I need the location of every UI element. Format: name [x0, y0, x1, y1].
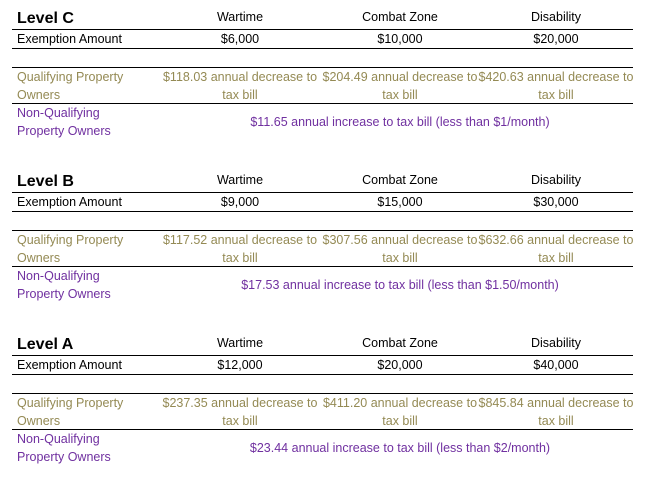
column-header-combat-zone: Combat Zone: [362, 10, 438, 24]
qualifying-owners-label: Qualifying Property Owners: [17, 70, 124, 102]
non-qualifying-impact: $11.65 annual increase to tax bill (less than $1/month): [250, 115, 550, 129]
non-qualifying-owners-label: Non-Qualifying Property Owners: [17, 269, 111, 301]
qualifying-wartime: $118.03 annual decrease to tax bill: [162, 70, 318, 102]
non-qualifying-impact: $23.44 annual increase to tax bill (less than $2/month): [249, 441, 551, 455]
column-header-combat-zone: Combat Zone: [362, 336, 438, 350]
level-c-section: [0, 8, 647, 158]
column-header-wartime: Wartime: [216, 173, 264, 187]
qualifying-disability: $632.66 annual decrease to tax bill: [478, 233, 634, 265]
divider: [12, 29, 633, 30]
qualifying-wartime: $117.52 annual decrease to tax bill: [162, 233, 318, 265]
exemption-disability: $40,000: [533, 358, 579, 372]
level-title: Level C: [17, 10, 74, 27]
exemption-wartime: $6,000: [220, 32, 260, 46]
qualifying-disability: $845.84 annual decrease to tax bill: [478, 396, 634, 428]
column-header-wartime: Wartime: [216, 336, 264, 350]
column-header-disability: Disability: [530, 173, 581, 187]
column-header-disability: Disability: [530, 336, 581, 350]
divider: [12, 211, 633, 212]
qualifying-combat-zone: $411.20 annual decrease to tax bill: [322, 396, 478, 428]
divider: [12, 374, 633, 375]
qualifying-owners-label: Qualifying Property Owners: [17, 233, 124, 265]
qualifying-wartime: $237.35 annual decrease to tax bill: [162, 396, 318, 428]
exemption-amount-label: Exemption Amount: [17, 32, 122, 46]
exemption-wartime: $9,000: [220, 195, 260, 209]
level-title: Level B: [17, 173, 74, 190]
exemption-wartime: $12,000: [217, 358, 263, 372]
exemption-combat-zone: $15,000: [377, 195, 423, 209]
qualifying-combat-zone: $307.56 annual decrease to tax bill: [322, 233, 478, 265]
divider: [12, 48, 633, 49]
qualifying-disability: $420.63 annual decrease to tax bill: [478, 70, 634, 102]
exemption-combat-zone: $10,000: [377, 32, 423, 46]
divider: [12, 192, 633, 193]
level-b-section: [0, 171, 647, 321]
column-header-combat-zone: Combat Zone: [362, 173, 438, 187]
column-header-disability: Disability: [530, 10, 581, 24]
exemption-disability: $20,000: [533, 32, 579, 46]
exemption-amount-label: Exemption Amount: [17, 358, 122, 372]
non-qualifying-impact: $17.53 annual increase to tax bill (less than $1.50/month): [241, 278, 559, 292]
column-header-wartime: Wartime: [216, 10, 264, 24]
exemption-amount-label: Exemption Amount: [17, 195, 122, 209]
level-title: Level A: [17, 336, 74, 353]
divider: [12, 355, 633, 356]
qualifying-owners-label: Qualifying Property Owners: [17, 396, 124, 428]
level-a-section: [0, 334, 647, 484]
non-qualifying-owners-label: Non-Qualifying Property Owners: [17, 432, 111, 464]
qualifying-combat-zone: $204.49 annual decrease to tax bill: [322, 70, 478, 102]
non-qualifying-owners-label: Non-Qualifying Property Owners: [17, 106, 111, 138]
exemption-combat-zone: $20,000: [377, 358, 423, 372]
exemption-disability: $30,000: [533, 195, 579, 209]
